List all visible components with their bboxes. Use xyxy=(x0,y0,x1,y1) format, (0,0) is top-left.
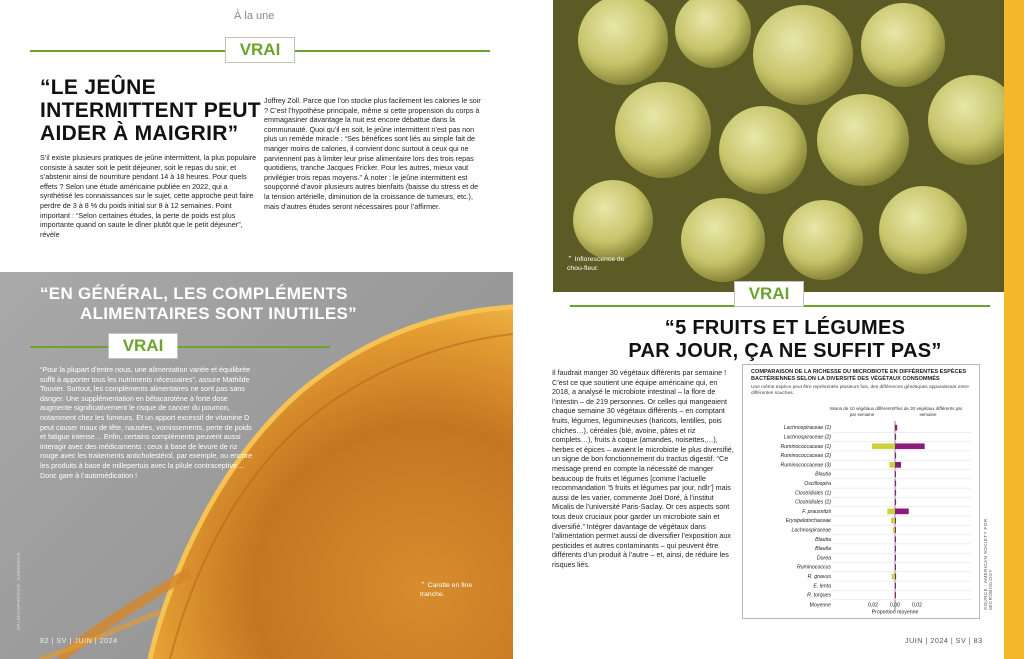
bar-more-30 xyxy=(895,592,896,598)
bar-more-30 xyxy=(895,481,896,487)
bar-more-30 xyxy=(895,443,925,449)
cauliflower-photo xyxy=(553,0,1004,292)
photo-caption: ⌃ Inflorescence de chou-fleur. xyxy=(567,256,625,272)
category-label: R. torques xyxy=(807,592,831,599)
section-label: À la une xyxy=(234,10,275,22)
category-label: Lachnospiraceae (2) xyxy=(783,434,831,441)
article-title: “LE JEÛNE INTERMITTENT PEUT AIDER À MAIGRIR” xyxy=(40,76,261,145)
bar-less-10 xyxy=(893,527,895,533)
chart-title: COMPARAISON DE LA RICHESSE DU MICROBIOTE EN DIFFÉRENTES ESPÈCES BACTÉRIENNES SELON LA DIVERSITÉ DES VÉGÉTAUX CONSOMMÉS xyxy=(751,369,967,382)
bar-more-30 xyxy=(895,555,896,561)
photo-caption: ⌃ Carotte en fine tranche. xyxy=(420,582,473,598)
verdict-rule xyxy=(30,346,330,348)
bar-more-30 xyxy=(895,574,896,580)
cauliflower-illustration xyxy=(553,0,1004,292)
chart-subtitle: Une même espèce peut être représentée plusieurs fois, des différences génétiques apparaissant entre différentes souches. xyxy=(751,385,969,396)
article-title: “5 FRUITS ET LÉGUMES PAR JOUR, ÇA NE SUFFIT PAS” xyxy=(628,317,942,362)
verdict-badge: VRAI xyxy=(108,333,178,359)
x-axis-label: Proportion moyenne xyxy=(871,609,919,616)
article-body-col2: Joffrey Zoll. Parce que l’on stocke plus facilement les calories le soir ? C’est l’hypothèse principale, même si cette propension du corps à emmagasiner davantage la nuit est encore débattue dans la communauté. Quoi qu’il en soit, le jeûne intermittent n’est pas non plus un remède miracle : “Ses bénéfices sont liés au simple fait de manger moins de calories, il convient donc surtout à ceux qui ne parviennent pas à limiter leur prise alimentaire lors des trois repas quotidiens, tranche Jacques Fricker. Pour les autres, mieux vaut privilégier trois repas moyens.” À noter : le jeûne intermittent est soupçonné d’avoir plusieurs autres bienfaits (baisse du stress et de la tension artérielle, diminution de la croissance de tumeurs, etc.), mais d’autres études seront nécessaires pour l’affirmer. xyxy=(264,96,481,211)
article-body: “Pour la plupart d’entre nous, une alimentation variée et équilibrée suffit à apporter tous les nutriments nécessaires”, assure Mathilde Touvier. Surtout, les compléments alimentaires ne sont pas sans danger. Une supplémentation en bêtacarotène à forte dose augmente significativement le risque de cancer du poumon, notamment chez les fumeurs. Et un apport excessif de vitamine D peut causer maux de tête, nausées, vomissements, perte de poids et fatigue intense… Enfin, certains compléments peuvent aussi interagir avec des médicaments : ceux à base de levure de riz rouge avec les traitements anticholestérol, par exemple, ou encore les produits à base de millepertuis avec la pilule contraceptive… Donc gare à l’automédication ! xyxy=(40,365,253,480)
category-label: Blautia xyxy=(815,471,831,478)
page-folio: 82 | SV | JUIN | 2024 xyxy=(40,636,118,645)
bar-more-30 xyxy=(895,462,901,468)
verdict-badge: VRAI xyxy=(734,281,804,307)
category-label: Ruminococcaceae (3) xyxy=(780,462,831,469)
moyenne-label: Moyenne xyxy=(809,602,831,609)
legend-less-10: Moins de 10 végétaux différents par semaine xyxy=(830,406,894,417)
bar-more-30 xyxy=(895,434,896,440)
bar-more-30 xyxy=(895,518,896,524)
chart-plot xyxy=(743,365,979,618)
category-label: R. gnavus xyxy=(807,574,831,580)
bar-more-30 xyxy=(895,583,896,589)
bar-more-30 xyxy=(895,536,896,542)
category-label: F. prausnitzii xyxy=(802,508,831,515)
microbiote-chart xyxy=(742,364,980,619)
verdict-badge: VRAI xyxy=(225,37,295,63)
x-tick-label: 0,00 xyxy=(889,602,901,609)
bar-less-10 xyxy=(891,518,895,524)
page-edge-accent xyxy=(1004,0,1024,659)
category-label: E. lenta xyxy=(813,583,831,590)
category-label: Blautia xyxy=(815,536,831,543)
bar-more-30 xyxy=(895,564,896,570)
bar-less-10 xyxy=(872,443,895,449)
x-tick-label: 0,02 xyxy=(911,602,923,609)
photo-credit: SPL/BIOSPHOTO/R. SJÖNGREN xyxy=(16,552,21,630)
category-label: Dorea xyxy=(816,555,831,562)
x-tick-label: 0,02 xyxy=(867,602,879,609)
legend-more-30: Plus de 30 végétaux différents par semaine xyxy=(893,406,963,417)
bar-less-10 xyxy=(890,462,896,468)
category-label: Erysipelotrichaceae xyxy=(785,518,831,525)
category-label: Oscillospira xyxy=(804,481,831,487)
article-title: “EN GÉNÉRAL, LES COMPLÉMENTS ALIMENTAIRES SONT INUTILES” xyxy=(40,284,357,323)
bar-less-10 xyxy=(892,574,895,580)
bar-more-30 xyxy=(895,453,896,459)
bar-more-30 xyxy=(895,509,909,515)
category-label: Lachnospiraceae xyxy=(791,527,831,534)
bar-more-30 xyxy=(895,499,896,505)
bar-more-30 xyxy=(895,490,896,496)
category-label: Clostridiales (2) xyxy=(794,499,831,506)
bar-more-30 xyxy=(895,527,896,533)
bar-more-30 xyxy=(895,546,896,552)
bar-more-30 xyxy=(895,425,897,431)
category-label: Lachnospiraceae (1) xyxy=(783,425,831,432)
category-label: Blautia xyxy=(815,546,831,553)
bar-more-30 xyxy=(895,471,896,477)
bar-less-10 xyxy=(887,509,895,515)
category-label: Ruminococcaceae (1) xyxy=(780,443,831,450)
page-folio: JUIN | 2024 | SV | 83 xyxy=(905,636,983,645)
category-label: Ruminococcus xyxy=(796,564,831,571)
category-label: Ruminococcaceae (2) xyxy=(780,453,831,460)
caret-icon: ⌃ xyxy=(567,256,575,263)
caret-icon: ⌃ xyxy=(420,582,428,589)
chart-source: SOURCE : AMERICAN SOCIETY FOR MICROBIOLOGY xyxy=(983,518,993,610)
article-body-col1: S’il existe plusieurs pratiques de jeûne intermittent, la plus populaire consiste à sauter soit le petit déjeuner, soit le repas du soir, et s’abstenir ainsi de nourriture pendant 14 à 18 heures. Pour quels effets ? Selon une étude américaine publiée en 2022, qui a synthétisé les connaissances sur le sujet, cette approche peut faire perdre de 3 à 8 % du poids initial sur 8 à 12 semaines. Point important : “Selon certaines études, la perte de poids est plus importante quand on saute le dîner plutôt que le petit déjeuner”, révèle xyxy=(40,153,257,239)
article-body: Il faudrait manger 30 végétaux différents par semaine ! C’est ce que soutient une équipe américaine qui, en 2018, a analysé le microbiote intestinal – la flore de l’intestin – de 219 personnes. Or celles qui mangeaient chaque semaine 30 végétaux différents – en comptant fruits, légumes, légumineuses (haricots, lentilles, pois chiches…), céréales (blé, avoine, pâtes et riz complets…), fruits à coque (amandes, noisettes,…), herbes et épices – avaient le microbiote le plus diversifié, un signe de bon fonctionnement du tractus digestif. “Ce message prend en compte la nécessité de manger beaucoup de fruits et légumes [comme l’actuelle recommandation ‘5 fruits et légumes par jour, ndlr’] mais aussi de les varier, commente Joël Doré, à l’institut Micalis de l’université Paris-Saclay. Or ces aspects sont tous deux cruciaux pour garder un microbiote sain et diversifié.” Intégrer davantage de végétaux dans l’alimentation permet aussi de diversifier l’exposition aux pesticides et autres contaminants – qui peuvent être différents d’un produit à l’autre – et, ainsi, de réduire les risques liés. xyxy=(552,368,734,569)
category-label: Clostridiales (1) xyxy=(794,490,831,497)
